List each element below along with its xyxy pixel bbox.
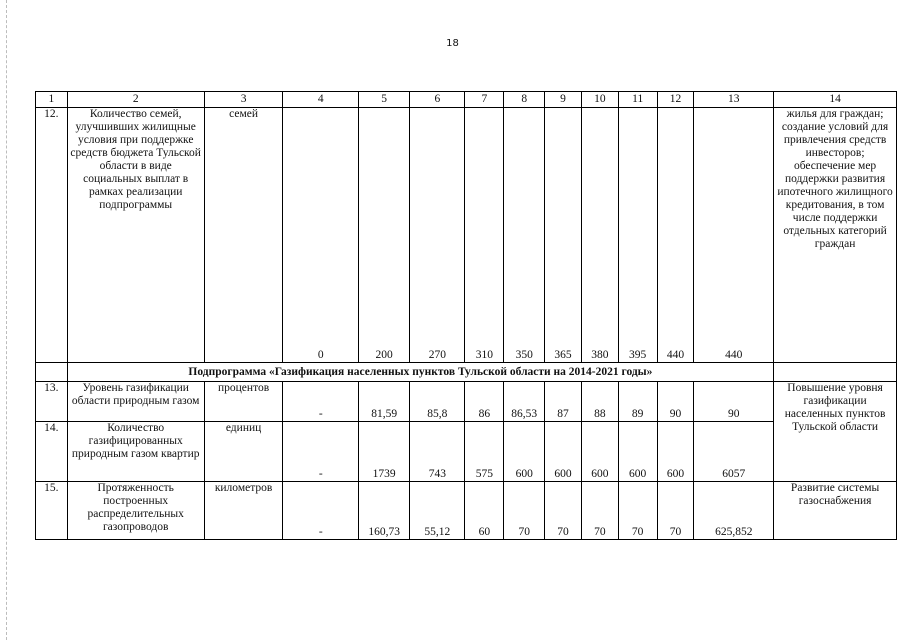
- col-header: 1: [36, 92, 68, 108]
- col-header: 6: [410, 92, 465, 108]
- value-cell: 70: [581, 482, 618, 540]
- value-cell: 70: [657, 482, 694, 540]
- value-cell: 600: [657, 422, 694, 482]
- value-cell: 85,8: [410, 382, 465, 422]
- expected-result: Развитие системы газоснабжения: [774, 482, 897, 540]
- value-cell: 89: [618, 382, 657, 422]
- col-header: 4: [283, 92, 359, 108]
- page-number: 18: [446, 38, 459, 49]
- section-row: [36, 363, 897, 382]
- value-cell: 600: [618, 422, 657, 482]
- value-cell: 1739: [359, 422, 410, 482]
- value-cell: 90: [694, 382, 774, 422]
- table-row: [36, 482, 897, 540]
- col-header: 12: [657, 92, 694, 108]
- value-cell: 70: [618, 482, 657, 540]
- unit: процентов: [204, 382, 283, 422]
- value-cell: 81,59: [359, 382, 410, 422]
- col-header: 14: [774, 92, 897, 108]
- value-cell: 380: [581, 108, 618, 363]
- col-header: 11: [618, 92, 657, 108]
- unit: семей: [204, 108, 283, 363]
- table-row: [36, 108, 897, 363]
- value-cell: 160,73: [359, 482, 410, 540]
- value-cell: 90: [657, 382, 694, 422]
- value-cell: 625,852: [694, 482, 774, 540]
- value-cell: 440: [694, 108, 774, 363]
- unit: единиц: [204, 422, 283, 482]
- value-cell: 600: [504, 422, 545, 482]
- value-cell: 60: [465, 482, 504, 540]
- value-cell: 600: [581, 422, 618, 482]
- row-number: 15.: [36, 482, 68, 540]
- value-cell: 200: [359, 108, 410, 363]
- value-cell: -: [283, 482, 359, 540]
- section-blank-cell: [774, 363, 897, 382]
- value-cell: -: [283, 382, 359, 422]
- binding-margin-line: [6, 0, 7, 640]
- value-cell: 0: [283, 108, 359, 363]
- table-row: [36, 422, 897, 482]
- row-number: 12.: [36, 108, 68, 363]
- value-cell: 6057: [694, 422, 774, 482]
- row-number: 14.: [36, 422, 68, 482]
- section-blank-cell: [36, 363, 68, 382]
- indicator-name: Количество газифицированных природным газом квартир: [67, 422, 204, 482]
- value-cell: 55,12: [410, 482, 465, 540]
- value-cell: 70: [504, 482, 545, 540]
- column-header-row: [36, 92, 897, 108]
- indicator-name: Количество семей, улучшивших жилищные условия при поддержке средств бюджета Тульской области в виде социальных выплат в рамках реализации подпрограммы: [67, 108, 204, 363]
- indicators-table: [35, 91, 897, 540]
- value-cell: -: [283, 422, 359, 482]
- col-header: 3: [204, 92, 283, 108]
- col-header: 7: [465, 92, 504, 108]
- subprogram-title: Подпрограмма «Газификация населенных пунктов Тульской области на 2014-2021 годы»: [67, 363, 773, 382]
- value-cell: 350: [504, 108, 545, 363]
- col-header: 13: [694, 92, 774, 108]
- expected-result: жилья для граждан; создание условий для привлечения средств инвесторов; обеспечение мер поддержки развития ипотечного жилищного кредитования, в том числе поддержки отдельных категорий граждан: [774, 108, 897, 363]
- value-cell: 743: [410, 422, 465, 482]
- value-cell: 575: [465, 422, 504, 482]
- value-cell: 86: [465, 382, 504, 422]
- value-cell: 365: [545, 108, 582, 363]
- value-cell: 88: [581, 382, 618, 422]
- col-header: 5: [359, 92, 410, 108]
- value-cell: 310: [465, 108, 504, 363]
- value-cell: 270: [410, 108, 465, 363]
- value-cell: 600: [545, 422, 582, 482]
- unit: километров: [204, 482, 283, 540]
- col-header: 10: [581, 92, 618, 108]
- row-number: 13.: [36, 382, 68, 422]
- value-cell: 70: [545, 482, 582, 540]
- value-cell: 87: [545, 382, 582, 422]
- value-cell: 86,53: [504, 382, 545, 422]
- col-header: 8: [504, 92, 545, 108]
- col-header: 2: [67, 92, 204, 108]
- expected-result: Повышение уровня газификации населенных пунктов Тульской области: [774, 382, 897, 482]
- value-cell: 440: [657, 108, 694, 363]
- col-header: 9: [545, 92, 582, 108]
- indicator-name: Протяженность построенных распределительных газопроводов: [67, 482, 204, 540]
- value-cell: 395: [618, 108, 657, 363]
- table-row: [36, 382, 897, 422]
- indicator-name: Уровень газификации области природным газом: [67, 382, 204, 422]
